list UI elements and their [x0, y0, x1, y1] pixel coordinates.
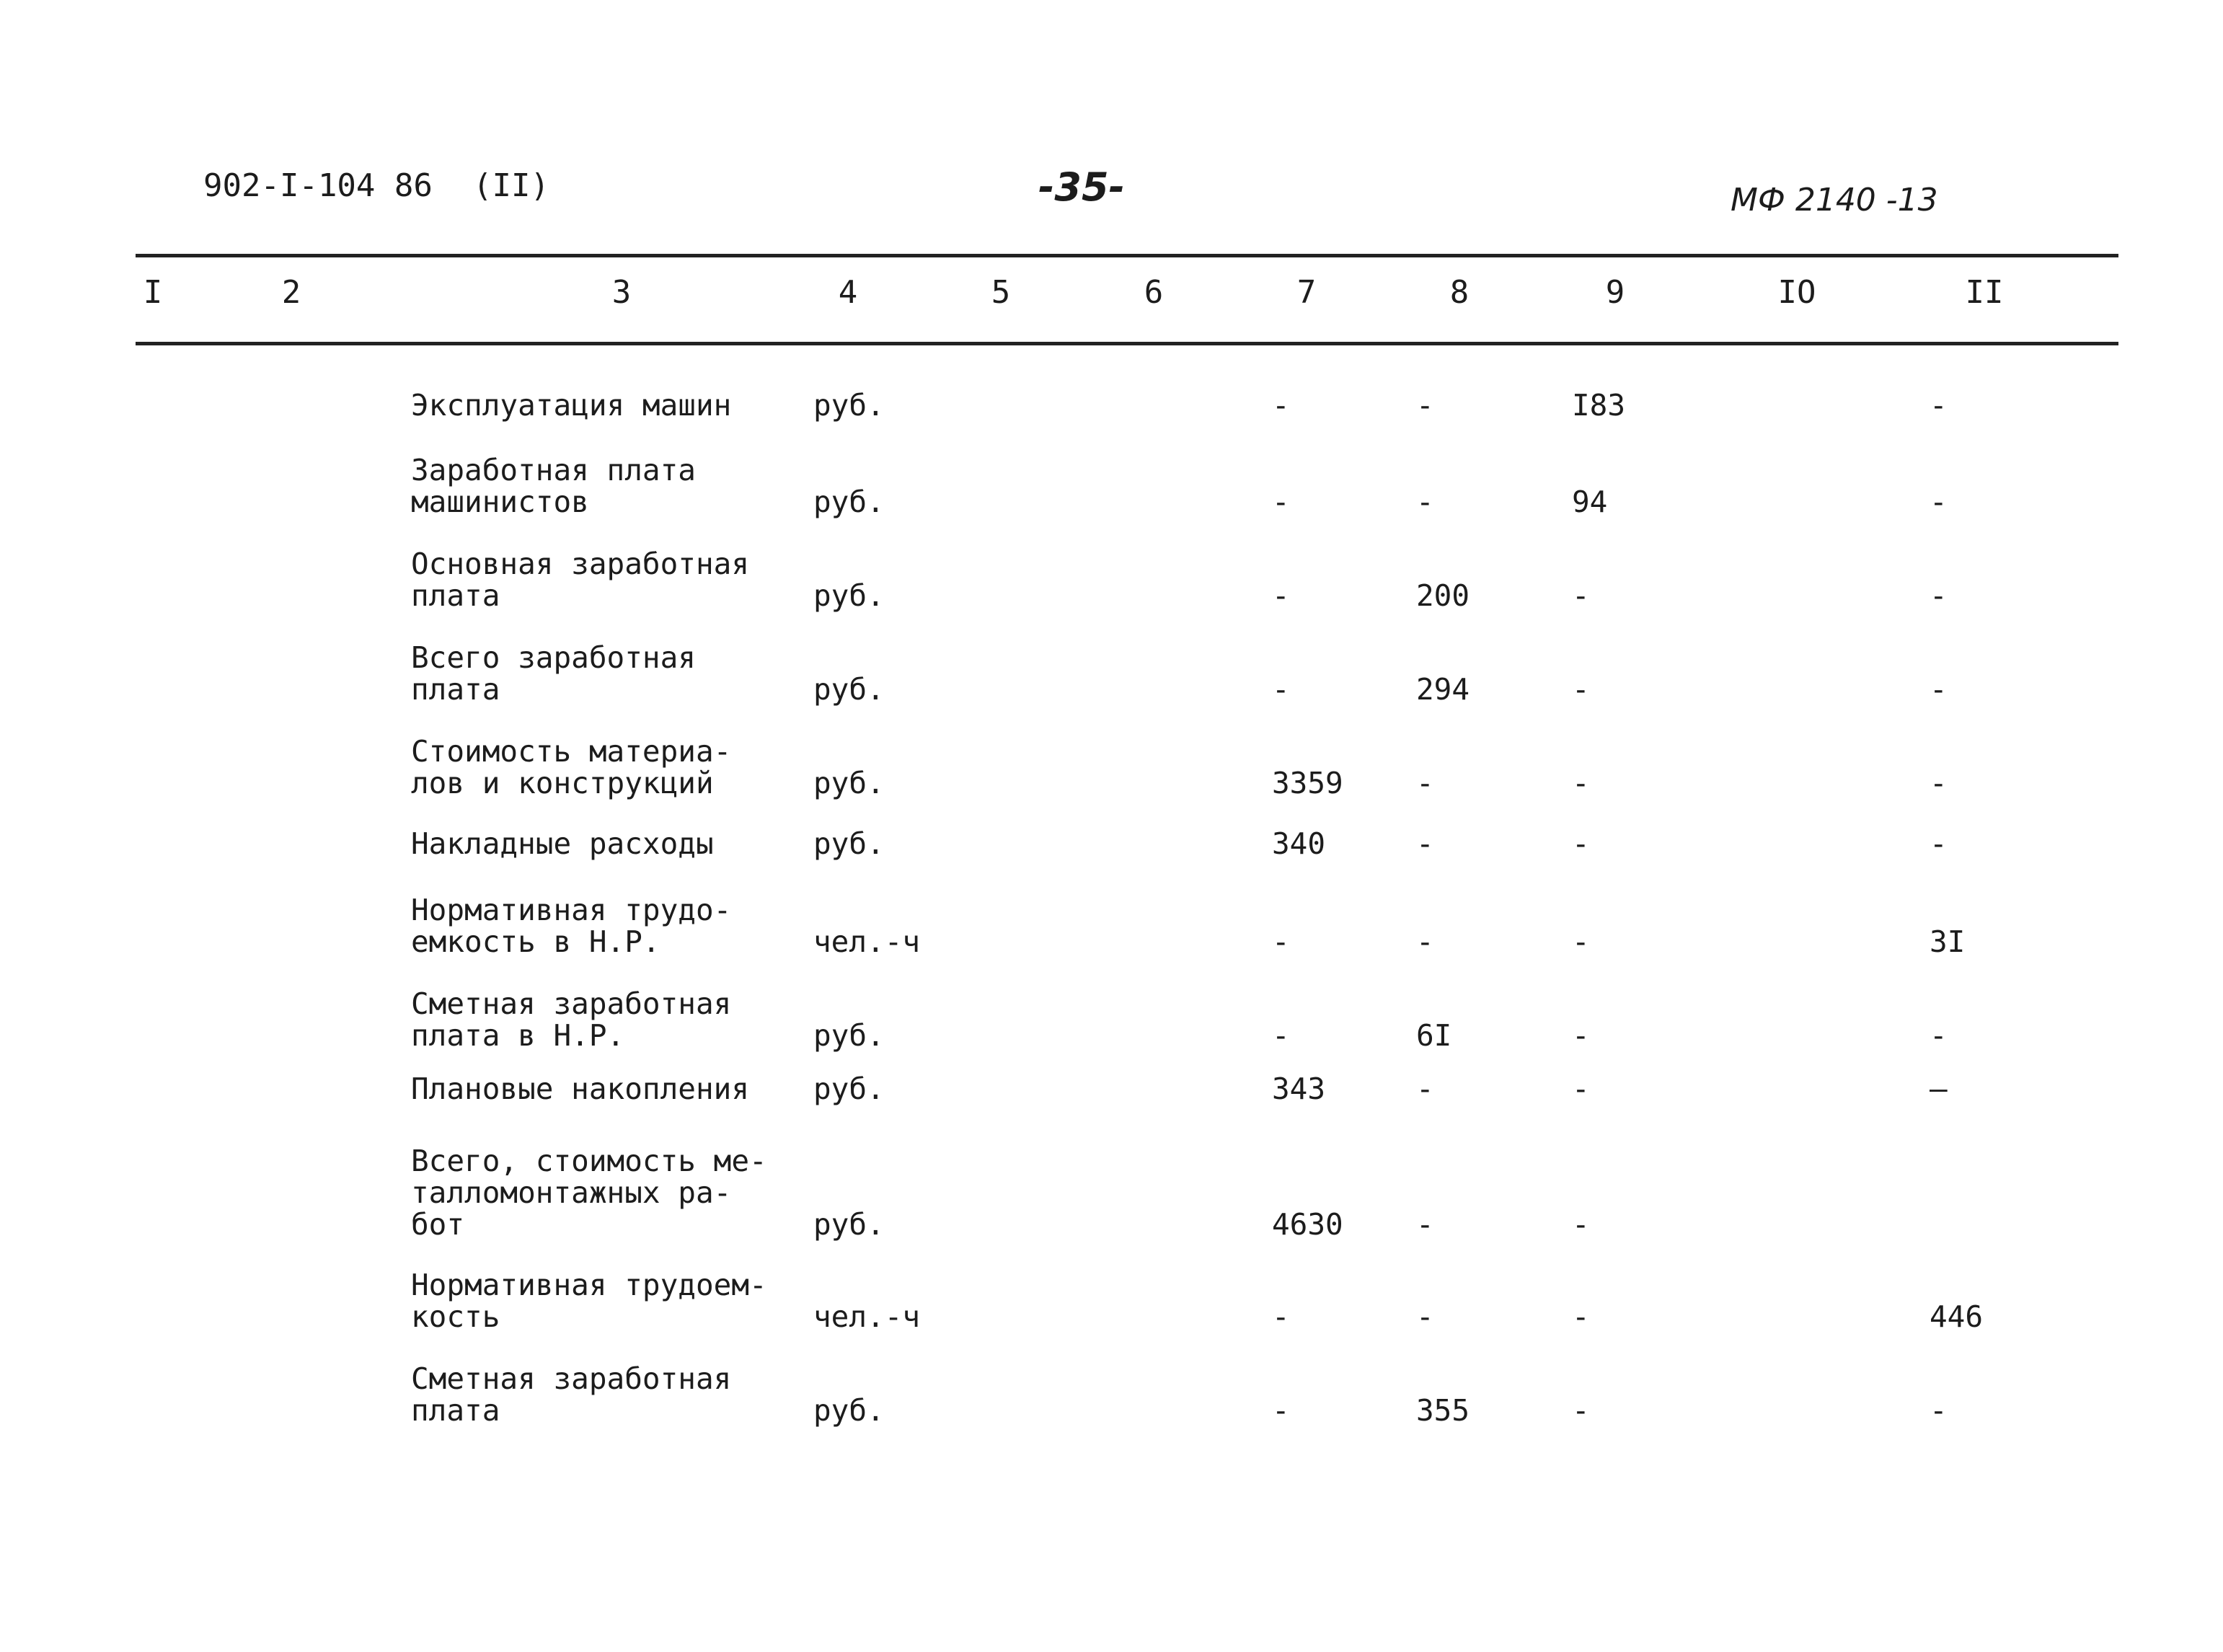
value-col-11: - [1930, 826, 1948, 861]
value-col-11: - [1930, 672, 1948, 707]
item-description: Всего заработная плата [411, 640, 696, 707]
item-description: Нормативная трудоем- кость [411, 1268, 767, 1334]
value-col-7: 3359 [1272, 766, 1343, 800]
value-col-7: - [1272, 388, 1290, 423]
item-description: Эксплуатация машин [411, 388, 732, 423]
value-col-8: - [1416, 766, 1434, 800]
value-col-9: - [1572, 826, 1590, 861]
value-col-11: - [1930, 1018, 1948, 1053]
value-col-8: - [1416, 924, 1434, 959]
value-col-8: - [1416, 388, 1434, 423]
value-col-8: - [1416, 826, 1434, 861]
unit-of-measure: руб. [813, 826, 885, 861]
value-col-9: 94 [1572, 485, 1608, 519]
value-col-7: 340 [1272, 826, 1326, 861]
unit-of-measure: чел.-ч [813, 924, 921, 959]
table-header-rule [136, 342, 2118, 345]
column-number: 7 [1296, 274, 1317, 311]
value-col-9: - [1572, 1207, 1590, 1242]
value-col-7: 343 [1272, 1072, 1326, 1106]
unit-of-measure: руб. [813, 1072, 885, 1106]
value-col-11: - [1930, 388, 1948, 423]
unit-of-measure: руб. [813, 388, 885, 423]
value-col-8: 6I [1416, 1018, 1452, 1053]
value-col-8: 355 [1416, 1393, 1470, 1428]
column-number: II [1965, 274, 2004, 311]
value-col-9: - [1572, 1072, 1590, 1106]
value-col-8: - [1416, 485, 1434, 519]
unit-of-measure: руб. [813, 578, 885, 613]
value-col-11: — [1930, 1072, 1948, 1106]
unit-of-measure: чел.-ч [813, 1299, 921, 1334]
value-col-9: - [1572, 578, 1590, 613]
value-col-9: - [1572, 1393, 1590, 1428]
part-number: (II) [473, 167, 549, 204]
value-col-8: - [1416, 1072, 1434, 1106]
value-col-9: - [1572, 766, 1590, 800]
value-col-11: - [1930, 578, 1948, 613]
value-col-7: - [1272, 672, 1290, 707]
document-number: 902-I-104 86 [203, 167, 433, 204]
column-number: 3 [611, 274, 632, 311]
item-description: Основная заработная плата [411, 547, 749, 613]
unit-of-measure: руб. [813, 766, 885, 800]
value-col-9: I83 [1572, 388, 1626, 423]
item-description: Стоимость материа- лов и конструкций [411, 734, 732, 800]
item-description: Заработная плата машинистов [411, 453, 696, 519]
value-col-8: 294 [1416, 672, 1470, 707]
unit-of-measure: руб. [813, 672, 885, 707]
value-col-7: - [1272, 1393, 1290, 1428]
value-col-9: - [1572, 1018, 1590, 1053]
value-col-7: - [1272, 1018, 1290, 1053]
value-col-7: - [1272, 578, 1290, 613]
value-col-9: - [1572, 924, 1590, 959]
value-col-8: - [1416, 1207, 1434, 1242]
value-col-11: - [1930, 485, 1948, 519]
value-col-11: 3I [1930, 924, 1966, 959]
unit-of-measure: руб. [813, 1207, 885, 1242]
unit-of-measure: руб. [813, 1018, 885, 1053]
page-number: -35- [1038, 164, 1125, 210]
column-number: 5 [991, 274, 1011, 311]
column-number: 4 [838, 274, 858, 311]
item-description: Плановые накопления [411, 1072, 749, 1106]
unit-of-measure: руб. [813, 1393, 885, 1428]
column-number: 6 [1144, 274, 1164, 311]
value-col-8: 200 [1416, 578, 1470, 613]
column-number: I [143, 274, 163, 311]
value-col-11: - [1930, 1393, 1948, 1428]
value-col-9: - [1572, 1299, 1590, 1334]
item-description: Нормативная трудо- емкость в Н.Р. [411, 893, 732, 959]
value-col-7: - [1272, 1299, 1290, 1334]
item-description: Сметная заработная плата [411, 1361, 732, 1428]
value-col-11: - [1930, 766, 1948, 800]
table-top-rule [136, 254, 2118, 257]
column-number: 9 [1605, 274, 1625, 311]
value-col-8: - [1416, 1299, 1434, 1334]
sheet-code: МФ 2140 -13 [1731, 182, 1938, 218]
value-col-9: - [1572, 672, 1590, 707]
column-number: 8 [1449, 274, 1470, 311]
unit-of-measure: руб. [813, 485, 885, 519]
value-col-7: - [1272, 924, 1290, 959]
value-col-7: - [1272, 485, 1290, 519]
value-col-11: 446 [1930, 1299, 1984, 1334]
item-description: Всего, стоимость ме- талломонтажных ра- бот [411, 1144, 767, 1242]
column-number: IO [1777, 274, 1816, 311]
item-description: Сметная заработная плата в Н.Р. [411, 986, 732, 1053]
value-col-7: 4630 [1272, 1207, 1343, 1242]
item-description: Накладные расходы [411, 826, 714, 861]
column-number: 2 [281, 274, 301, 311]
